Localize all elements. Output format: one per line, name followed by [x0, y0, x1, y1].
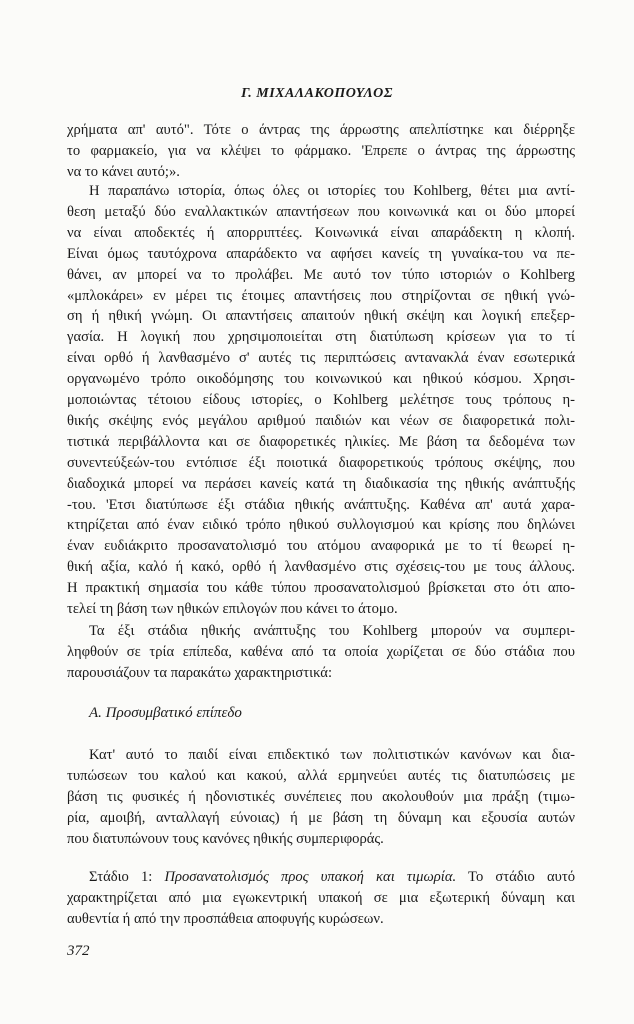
text-line: να είναι αποδεκτές ή απορριπτέες. Κοινωνικά είναι απαράδεκτη η κλοπή. [67, 224, 575, 241]
text-line: παρουσιάζουν τα παρακάτω χαρακτηριστικά: [67, 664, 332, 681]
text-line: Είναι όμως ταυτόχρονα απαράδεκτο να αφήσει κανείς τη γυναίκα-του να πε- [67, 245, 575, 262]
page-number: 372 [67, 943, 90, 959]
text-line: ση ή ηθική γνώμη. Οι απαντήσεις απαιτούν ηθική σκέψη και λογική επεξερ- [67, 308, 575, 325]
text-line: ληφθούν σε τρία επίπεδα, καθένα από τα οποία χωρίζεται σε δύο στάδια που [67, 643, 575, 660]
text-line: να το κάνει αυτό;». [67, 163, 180, 180]
text-line: τυπώσεων του καλού και κακού, αλλά ερμηνεύει αυτές τις διατυπώσεις με [67, 767, 575, 784]
text-line: θικής σκέψης ενός μεγάλου αριθμού παιδιών και νέων σε διαφορετικά πολι- [67, 412, 575, 429]
stage-label: Στάδιο 1: [89, 869, 165, 885]
text-line: -του. 'Ετσι διατύπωσε έξι στάδια ηθικής ανάπτυξης. Καθένα απ' αυτά χαρα- [67, 496, 575, 513]
text-line: συνεντεύξεών-του εντόπισε έξι ποιοτικά διαφορετικούς τρόπους σκέψης, που [67, 454, 575, 471]
text-line: διαδοχικά μπορεί να περάσει κανείς κατά τη διαδικασία της ηθικής ανάπτυξής [67, 475, 575, 492]
stage-title: Προσανατολισμός προς υπακοή και τιμωρία. [164, 869, 457, 885]
text-line: τελεί τη βάση των ηθικών επιλογών που κάνει το άτομο. [67, 601, 398, 617]
stage-text: Το στάδιο αυτό [456, 869, 575, 885]
text-line: Η παραπάνω ιστορία, όπως όλες οι ιστορίες του Kohlberg, θέτει μια αντί- [89, 183, 575, 199]
text-line: «μπλοκάρει» εν μέρει τις έτοιμες απαντήσεις που στηρίζονται σε ηθική γνώ- [67, 287, 575, 304]
text-line: είναι ορθό ή λανθασμένο σ' αυτές τις περιπτώσεις αντανακλά έναν εσωτερικά [67, 350, 575, 367]
text-line: τιστικά περιβάλλοντα και σε διαφορετικές ηλικίες. Με βάση τα δεδομένα των [67, 433, 575, 450]
text-line: Τα έξι στάδια ηθικής ανάπτυξης του Kohlberg μπορούν να συμπερι- [89, 623, 575, 639]
text-line: που διατυπώνουν τους κανόνες ηθικής συμπεριφοράς. [67, 830, 384, 847]
text-line: κτηρίζεται από έναν ειδικό τρόπο ηθικού συλλογισμού και κρίσης που δηλώνει [67, 517, 575, 534]
text-line: θεση μεταξύ δύο εναλλακτικών απαντήσεων που κοινωνικά και οι δύο μπορεί [67, 203, 575, 220]
text-line: μοποιώντας τέτοιου είδους ιστορίες, ο Kohlberg μελέτησε τους τρόπους η- [67, 392, 575, 408]
text-line: θική αξία, καλό ή κακό, ορθό ή λανθασμένο στις σχέσεις-του με τους άλλους. [67, 559, 575, 576]
text-line: ρία, αμοιβή, ανταλλαγή εύνοιας) ή με βάση τη δύναμη και εξουσία αυτών [67, 809, 575, 826]
text-line: γασία. Η λογική που χρησιμοποιείται στη διατύπωση κρίσεων για το τί [67, 329, 575, 346]
text-line: έναν ευδιάκριτο προσανατολισμό του ατόμου αναφορικά με το τί θεωρεί η- [67, 538, 575, 555]
stage-1-line: χαρακτηρίζεται από μια εγωκεντρική υπακοή σε μια εξωτερική δύναμη και [67, 890, 575, 906]
text-line: βάση τις φυσικές ή ηδονιστικές συνέπειες που ακολουθούν μια πράξη (τιμω- [67, 788, 575, 805]
running-header: Γ. ΜΙΧΑΛΑΚΟΠΟΥΛΟΣ [241, 86, 393, 101]
text-line: Η πρακτική σημασία του κάθε τύπου προσανατολισμού βρίσκεται στο ότι απο- [67, 580, 575, 597]
text-line: χρήματα απ' αυτό". Τότε ο άντρας της άρρωστης απελπίστηκε και διέρρηξε [67, 122, 575, 138]
stage-1-line: αυθεντία ή από την προσπάθεια αποφυγής κυρώσεων. [67, 911, 384, 927]
stage-1-first-line [89, 868, 575, 886]
text-line: Κατ' αυτό το παιδί είναι επιδεκτικό των πολιτιστικών κανόνων και δια- [89, 747, 575, 763]
section-heading: Α. Προσυμβατικό επίπεδο [89, 705, 242, 721]
text-line: θάνει, αν μπορεί να το προλάβει. Με αυτό τον τύπο ιστοριών ο Kohlberg [67, 266, 575, 283]
text-line: το φαρμακείο, για να κλέψει το φάρμακο. 'Επρεπε ο άντρας της άρρωστης [67, 142, 575, 159]
text-line: οργανωμένο τρόπο οικοδόμησης του κοινωνικού και ηθικού κόσμου. Χρησι- [67, 371, 575, 388]
